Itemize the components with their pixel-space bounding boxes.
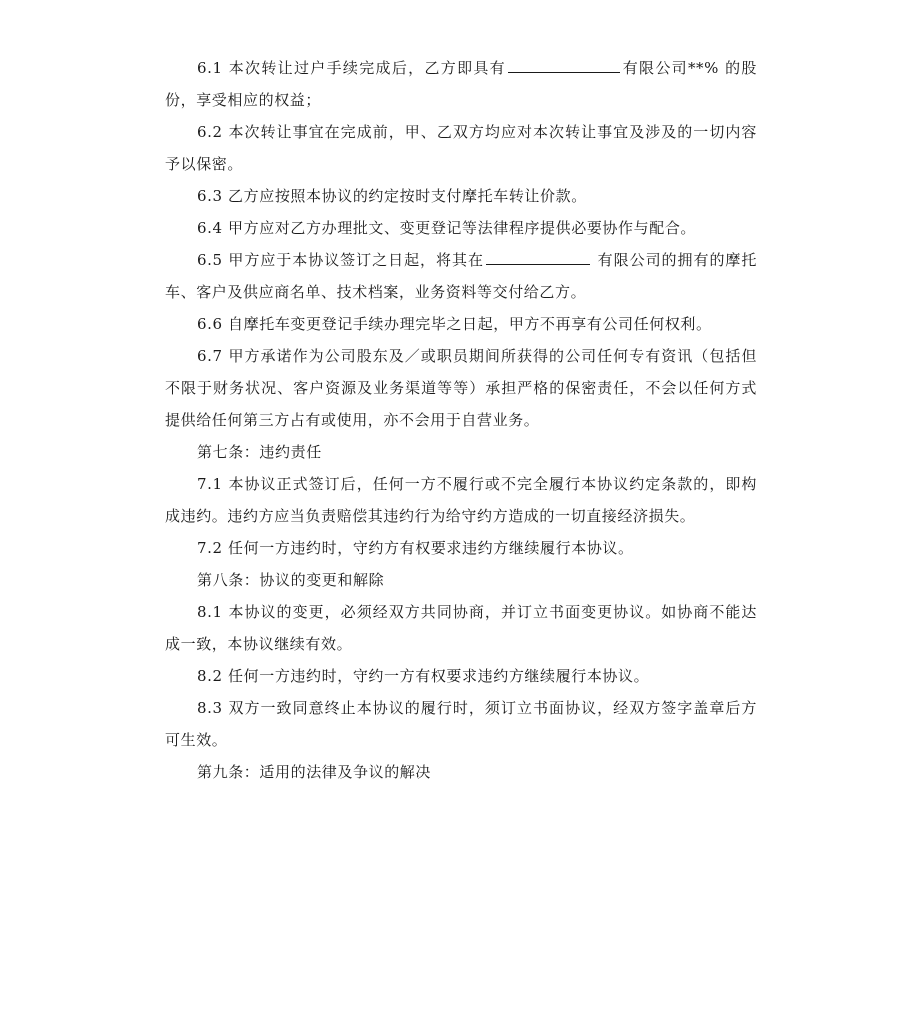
article-9-heading: 第九条：适用的法律及争议的解决 bbox=[197, 763, 432, 781]
clause-6-1 bbox=[165, 52, 757, 116]
clause-8-3: 8.3 双方一致同意终止本协议的履行时，须订立书面协议，经双方签字盖章后方可生效。 bbox=[165, 699, 757, 749]
clause-6-4: 6.4 甲方应对乙方办理批文、变更登记等法律程序提供必要协作与配合。 bbox=[197, 219, 697, 237]
article-8-heading: 第八条：协议的变更和解除 bbox=[197, 571, 385, 589]
clause-8-2: 8.2 任何一方违约时，守约一方有权要求违约方继续履行本协议。 bbox=[197, 667, 650, 685]
clause-6-5 bbox=[165, 244, 757, 308]
clause-7-2: 7.2 任何一方违约时，守约方有权要求违约方继续履行本协议。 bbox=[197, 539, 634, 557]
clause-8-1: 8.1 本协议的变更，必须经双方共同协商，并订立书面变更协议。如协商不能达成一致，本协议继续有效。 bbox=[165, 603, 757, 653]
clause-7-1: 7.1 本协议正式签订后，任何一方不履行或不完全履行本协议约定条款的，即构成违约。违约方应当负责赔偿其违约行为给守约方造成的一切直接经济损失。 bbox=[165, 475, 757, 525]
clause-6-1-before: 6.1 本次转让过户手续完成后，乙方即具有 bbox=[197, 59, 506, 77]
clause-6-7: 6.7 甲方承诺作为公司股东及／或职员期间所获得的公司任何专有资讯（包括但不限于财务状况、客户资源及业务渠道等等）承担严格的保密责任，不会以任何方式提供给任何第三方占有或使用，亦不会用于自营业务。 bbox=[165, 347, 757, 429]
clause-6-1-after: 有限公司**% 的股份，享受相应的权益； bbox=[165, 59, 757, 109]
blank-line-company-name bbox=[508, 58, 620, 73]
clause-6-3: 6.3 乙方应按照本协议的约定按时支付摩托车转让价款。 bbox=[197, 187, 587, 205]
clause-6-5-after: 有限公司的拥有的摩托车、客户及供应商名单、技术档案，业务资料等交付给乙方。 bbox=[165, 251, 757, 301]
clause-6-2: 6.2 本次转让事宜在完成前，甲、乙双方均应对本次转让事宜及涉及的一切内容予以保密。 bbox=[165, 123, 757, 173]
blank-line-company bbox=[486, 250, 590, 265]
clause-6-5-before: 6.5 甲方应于本协议签订之日起，将其在 bbox=[197, 251, 484, 269]
article-7-heading: 第七条：违约责任 bbox=[197, 443, 322, 461]
document-page bbox=[165, 52, 757, 788]
clause-6-6: 6.6 自摩托车变更登记手续办理完毕之日起，甲方不再享有公司任何权利。 bbox=[197, 315, 712, 333]
